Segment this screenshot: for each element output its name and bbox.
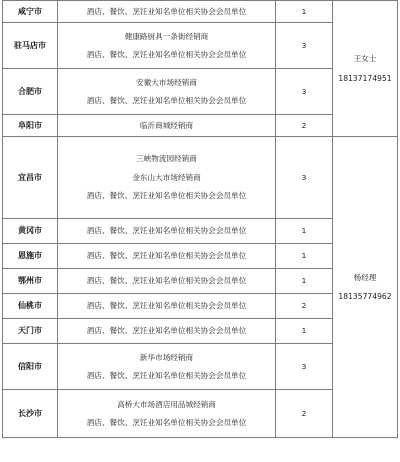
dealer-description-cell [58, 390, 276, 438]
dealer-count-cell: 1 [276, 319, 333, 344]
dealer-description-cell [58, 294, 276, 319]
dealer-description-cell [58, 269, 276, 294]
city-cell: 天门市 [3, 319, 58, 344]
dealer-description-cell [58, 244, 276, 269]
city-cell: 咸宁市 [3, 1, 58, 23]
city-cell: 宜昌市 [3, 137, 58, 219]
city-cell: 合肥市 [3, 69, 58, 115]
dealer-line: 酒店、餐饮、烹饪业知名单位相关协会会员单位 [86, 251, 247, 261]
city-cell: 恩施市 [3, 244, 58, 269]
dealer-count-cell: 3 [276, 23, 333, 69]
dealer-line: 新华市场经销商 [139, 352, 194, 362]
dealer-line: 健康路厨具一条街经销商 [124, 31, 209, 41]
dealer-count-cell: 3 [276, 69, 333, 115]
dealer-line: 酒店、餐饮、烹饪业知名单位相关协会会员单位 [86, 226, 247, 236]
dealer-line: 临沂商城经销商 [139, 120, 194, 130]
dealer-count-cell: 1 [276, 219, 333, 244]
city-cell: 仙桃市 [3, 294, 58, 319]
dealer-description-cell [58, 219, 276, 244]
dealer-description-cell [58, 69, 276, 115]
dealer-count-cell: 1 [276, 244, 333, 269]
city-cell: 鄂州市 [3, 269, 58, 294]
dealer-line: 安徽大市场经销商 [136, 77, 197, 87]
dealer-line: 酒店、餐饮、烹饪业知名单位相关协会会员单位 [86, 276, 247, 286]
dealer-description-cell [58, 1, 276, 23]
dealer-count-cell: 2 [276, 115, 333, 137]
dealer-line: 酒店、餐饮、烹饪业知名单位相关协会会员单位 [86, 301, 247, 311]
dealer-count-cell: 1 [276, 269, 333, 294]
contact-cell [333, 137, 398, 438]
dealer-line: 高桥大市场酒店用品城经销商 [117, 399, 216, 409]
contact-phone: 18137174951 [338, 73, 392, 83]
city-cell: 信阳市 [3, 344, 58, 390]
city-cell: 黄冈市 [3, 219, 58, 244]
dealer-line: 三峡物流园经销商 [136, 154, 197, 164]
dealer-count-cell: 3 [276, 137, 333, 219]
dealer-description-cell [58, 23, 276, 69]
dealer-line: 酒店、餐饮、烹饪业知名单位相关协会会员单位 [86, 50, 247, 59]
table-row [3, 137, 398, 219]
dealer-description-cell [58, 344, 276, 390]
dealer-table-body [3, 1, 398, 438]
dealer-count-cell: 1 [276, 1, 333, 23]
dealer-count-cell: 2 [276, 294, 333, 319]
city-cell: 驻马店市 [3, 23, 58, 69]
dealer-description-cell [58, 115, 276, 137]
dealer-count-cell: 2 [276, 390, 333, 438]
dealer-line: 酒店、餐饮、烹饪业知名单位相关协会会员单位 [86, 326, 247, 336]
dealer-description-cell [58, 137, 276, 219]
contact-name: 王女士 [353, 54, 377, 64]
table-row [3, 1, 398, 23]
dealer-line: 酒店、餐饮、烹饪业知名单位相关协会会员单位 [86, 418, 247, 427]
contact-name: 杨经理 [353, 272, 377, 282]
dealer-line: 酒店、餐饮、烹饪业知名单位相关协会会员单位 [86, 6, 247, 16]
dealer-table [2, 0, 398, 438]
dealer-count-cell: 3 [276, 344, 333, 390]
contact-phone: 18135774962 [338, 292, 392, 301]
dealer-line: 酒店、餐饮、烹饪业知名单位相关协会会员单位 [86, 371, 247, 380]
city-cell: 长沙市 [3, 390, 58, 438]
dealer-line: 酒店、餐饮、烹饪业知名单位相关协会会员单位 [86, 191, 247, 201]
city-cell: 阜阳市 [3, 115, 58, 137]
dealer-line: 金东山大市场经销商 [132, 172, 201, 182]
dealer-description-cell [58, 319, 276, 344]
contact-cell [333, 1, 398, 137]
dealer-line: 酒店、餐饮、烹饪业知名单位相关协会会员单位 [86, 96, 247, 105]
